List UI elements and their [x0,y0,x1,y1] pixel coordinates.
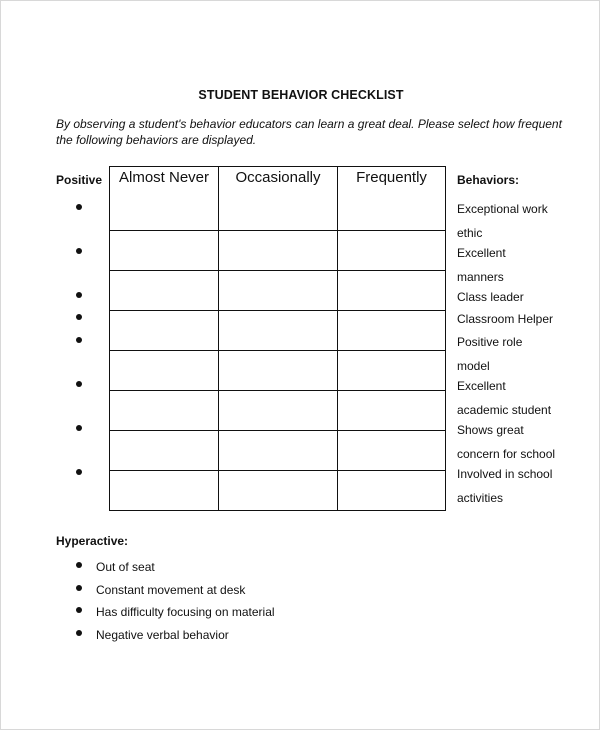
behavior-line: Excellent [457,379,506,393]
list-item: Negative verbal behavior [96,628,229,642]
behavior-item [457,418,555,466]
behavior-line: concern for school [457,447,556,461]
column-header-frequently: Frequently [338,167,446,231]
checklist-table [109,166,446,511]
checkbox-cell[interactable] [110,271,219,311]
checkbox-cell[interactable] [219,471,338,511]
behavior-line: activities [457,491,504,505]
checkbox-cell[interactable] [219,431,338,471]
bullet-icon [76,337,82,343]
checkbox-cell[interactable] [110,311,219,351]
bullet-icon [76,630,82,636]
bullet-icon [76,204,82,210]
checkbox-cell[interactable] [338,391,446,431]
column-header-occasionally: Occasionally [219,167,338,231]
list-item: Has difficulty focusing on material [96,605,275,619]
checkbox-cell[interactable] [219,391,338,431]
table-row [110,271,446,311]
intro-text: By observing a student's behavior educators can learn a great deal. Please select how frequent the following behaviors are displayed. [56,117,562,147]
table-header-row [110,167,446,231]
checkbox-cell[interactable] [338,231,446,271]
behavior-line: Exceptional work [457,202,548,216]
table-row [110,471,446,511]
behaviors-label: Behaviors: [457,173,520,187]
behavior-item [457,197,548,245]
checkbox-cell[interactable] [338,271,446,311]
bullet-icon [76,562,82,568]
checkbox-cell[interactable] [338,431,446,471]
bullet-icon [76,469,82,475]
behavior-line: manners [457,270,504,284]
bullet-icon [76,314,82,320]
hyperactive-label: Hyperactive: [56,534,129,548]
page-title: STUDENT BEHAVIOR CHECKLIST [198,88,404,102]
behavior-line: Class leader [457,290,524,304]
checkbox-cell[interactable] [110,431,219,471]
table-row [110,431,446,471]
table-row [110,311,446,351]
checkbox-cell[interactable] [110,391,219,431]
bullet-icon [76,425,82,431]
bullet-icon [76,585,82,591]
table-row [110,391,446,431]
behavior-item [457,241,506,289]
checkbox-cell[interactable] [219,311,338,351]
checkbox-cell[interactable] [110,471,219,511]
behavior-item [457,307,553,331]
bullet-icon [76,292,82,298]
checkbox-cell[interactable] [110,231,219,271]
table-row [110,351,446,391]
behavior-line: academic student [457,403,552,417]
checkbox-cell[interactable] [219,351,338,391]
behavior-line: Excellent [457,246,506,260]
positive-label: Positive [56,173,103,187]
behavior-line: Positive role [457,335,523,349]
checkbox-cell[interactable] [110,351,219,391]
behavior-item [457,462,552,510]
checkbox-cell[interactable] [338,351,446,391]
checkbox-cell[interactable] [219,231,338,271]
checkbox-cell[interactable] [219,271,338,311]
behavior-item [457,285,524,309]
column-header-almost-never: Almost Never [110,167,219,231]
bullet-icon [76,607,82,613]
bullet-icon [76,381,82,387]
behavior-line: model [457,359,490,373]
behavior-item [457,330,522,378]
checkbox-cell[interactable] [338,311,446,351]
behavior-line: ethic [457,226,483,240]
behavior-line: Involved in school [457,467,553,481]
list-item: Out of seat [96,560,155,574]
checkbox-cell[interactable] [338,471,446,511]
behavior-item [457,374,551,422]
behavior-line: Shows great [457,423,524,437]
bullet-icon [76,248,82,254]
list-item: Constant movement at desk [96,583,246,597]
table-row [110,231,446,271]
behavior-line: Classroom Helper [457,312,554,326]
